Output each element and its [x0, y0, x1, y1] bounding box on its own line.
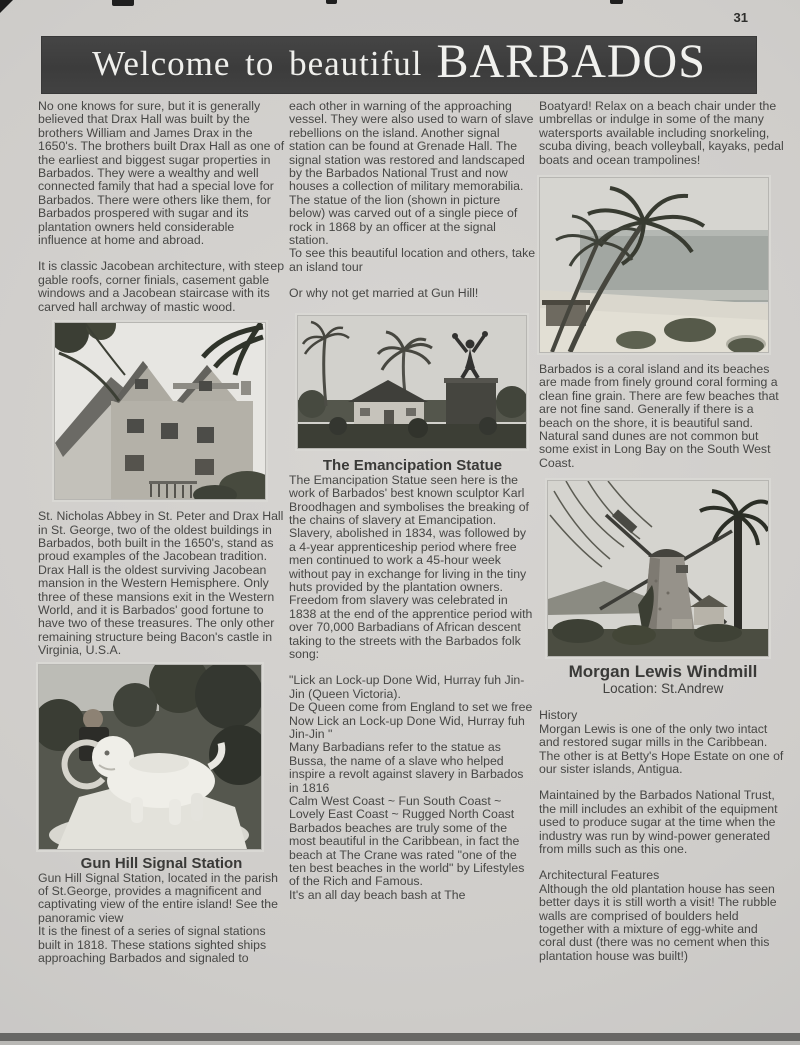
scan-edge-bottom	[0, 1033, 800, 1041]
lion-statue-illustration	[39, 665, 261, 849]
scan-edge-bottom-strip	[0, 1041, 800, 1045]
column-middle	[289, 100, 536, 902]
folk-song-line-1: "Lick an Lock-up Done Wid, Hurray fuh Jin-Jin (Queen Victoria).	[289, 673, 525, 701]
paragraph-coasts: Calm West Coast ~ Fun South Coast ~ Lovely East Coast ~ Rugged North Coast	[289, 794, 515, 822]
subheading-location: Location: St.Andrew	[602, 681, 724, 697]
scan-corner-artifact	[0, 0, 13, 13]
paragraph-bussa: Many Barbadians refer to the statue as Bussa, the name of a slave who helped inspire a revolt against slavery in Barbados in 1816	[289, 740, 524, 795]
gun-hill-lion-statue-photo	[38, 664, 262, 850]
windmill-illustration	[548, 481, 768, 656]
page-title-prefix: Welcome to beautiful	[92, 44, 423, 83]
paragraph-gun-hill-stations: It is the finest of a series of signal stations built in 1818. These stations sighted ships approaching Barbados and signaled to	[38, 924, 267, 965]
folk-song-line-3: Now Lick an Lock-up Done Wid, Hurray fuh Jin-Jin "	[289, 713, 525, 741]
paragraph-beach-bash: It's an all day beach bash at The	[289, 887, 466, 902]
paragraph-rubble-walls: Although the old plantation house has seen better days it is still worth a visit! The rubble walls are comprised of boulders held together with a mixture of egg-white and coral dust (there was no cement when this plantation house was built!)	[539, 881, 777, 963]
label-history: History	[539, 708, 578, 723]
column-left	[38, 100, 285, 965]
paragraph-slavery-abolished: Slavery, abolished in 1834, was followed by a 4-year apprenticeship period where free men continued to work a 45-hour week without pay in exchange for living in the tiny huts provided by the plantation owners.	[289, 526, 527, 594]
scan-edge-mark	[326, 0, 337, 4]
paragraph-national-trust: Maintained by the Barbados National Trust, the mill includes an exhibit of the equipment used to produce sugar at the time when the industry was run by wind-power generated from mills such as this one.	[539, 788, 778, 856]
paragraph-drax-hall-history: No one knows for sure, but it is generally believed that Drax Hall was built by the brothers William and James Drax in the 1650's. The brothers built Drax Hall as one of the earliest and biggest sugar properties in Barbados. They were a wealthy and well connected family that had a special love for Barbados. There were others like them, for Barbados prospered with sugar and its plantation owners held considerable influence at home and abroad.	[38, 99, 285, 248]
page-number: 31	[733, 10, 748, 25]
paragraph-morgan-lewis-history: Morgan Lewis is one of the only two intact and restored sugar mills in the Caribbean. The other is at Betty's Hope Estate on one of our sister islands, Antigua.	[539, 721, 784, 776]
heading-gun-hill-signal-station: Gun Hill Signal Station	[80, 854, 243, 872]
paragraph-broodhagen: The Emancipation Statue seen here is the work of Barbados' best known sculptor Karl Broodhagen and symbolises the breaking of the chains of slavery at Emancipation.	[289, 472, 529, 527]
heading-emancipation-statue: The Emancipation Statue	[322, 456, 503, 474]
paragraph-boatyard: Boatyard! Relax on a beach chair under the umbrellas or indulge in some of the many watersports available including snorkeling, scuba diving, beach volleyball, kayaks, pedal boats and ocean trampolines!	[539, 99, 784, 167]
emancipation-statue-photo	[297, 315, 527, 449]
column-right	[539, 100, 787, 963]
label-architectural-features: Architectural Features	[539, 868, 660, 883]
emancipation-statue-illustration	[298, 316, 526, 448]
palm-beach-photo	[539, 177, 769, 353]
paragraph-crane-beach: Barbados beaches are truly some of the most beautiful in the Caribbean, in fact the beach at The Crane was rated "one of the ten best beaches in the world" by Lifestyles of the Rich and Famous.	[289, 820, 525, 889]
paragraph-island-tour: To see this beautiful location and others, take an island tour	[289, 246, 536, 274]
scan-edge-mark	[610, 0, 623, 4]
paragraph-gun-hill-view: Gun Hill Signal Station, located in the parish of St.George, provides a magnificent and captivating view of the entire island! See the panoramic view	[38, 870, 278, 925]
st-nicholas-abbey-photo	[54, 322, 266, 500]
heading-morgan-lewis-windmill: Morgan Lewis Windmill	[568, 662, 758, 682]
paragraph-signal-warning: each other in warning of the approaching vessel. They were also used to warn of slave rebellions on the island. Another signal station can be found at Grenade Hall. The signal station was restored and landscaped by the Barbados National Trust and now houses a collection of military memorabilia.	[289, 99, 534, 194]
paragraph-oldest-buildings: St. Nicholas Abbey in St. Peter and Drax Hall in St. George, two of the oldest buildings in Barbados, both built in the 1650's, stand as proud examples of the Jacobean tradition. Drax Hall is the oldest surviving Jacobean mansion in the Western Hemisphere. Only three of these mansions exit in the Western World, and it is Barbados' good fortune to have two of these treasures. The only other remaining structure being Bacon's castle in Virginia, U.S.A.	[38, 509, 284, 658]
beach-illustration	[540, 178, 768, 352]
scan-edge-mark	[112, 0, 134, 6]
folk-song-line-2: De Queen come from England to set we free	[289, 700, 533, 715]
paragraph-jacobean-architecture: It is classic Jacobean architecture, with steep gable roofs, corner finials, casement gable windows and a Jacobean staircase with its carved hall archway of mastic wood.	[38, 259, 285, 314]
abbey-illustration	[55, 323, 265, 499]
morgan-lewis-windmill-photo	[547, 480, 769, 657]
paragraph-coral-island: Barbados is a coral island and its beaches are made from finely ground coral forming a clean fine grain. There are few beaches that are not fine sand. Generally if there is a beach on the shore, it is beautiful sand. Natural sand dunes are not common but some exist in Long Bay on the South West Coast.	[539, 362, 779, 470]
paragraph-freedom-1838: Freedom from slavery was celebrated in 1838 at the end of the apprentice period with over 70,000 Barbadians of African descent taking to the streets with the Barbados folk song:	[289, 593, 533, 661]
paragraph-lion-statue: The statue of the lion (shown in picture below) was carved out of a single piece of rock in 1868 by an officer at the signal station.	[289, 192, 518, 248]
page-title-banner	[42, 34, 756, 93]
page-title-emphasis: BARBADOS	[436, 34, 706, 88]
paragraph-married-gun-hill: Or why not get married at Gun Hill!	[289, 286, 479, 301]
